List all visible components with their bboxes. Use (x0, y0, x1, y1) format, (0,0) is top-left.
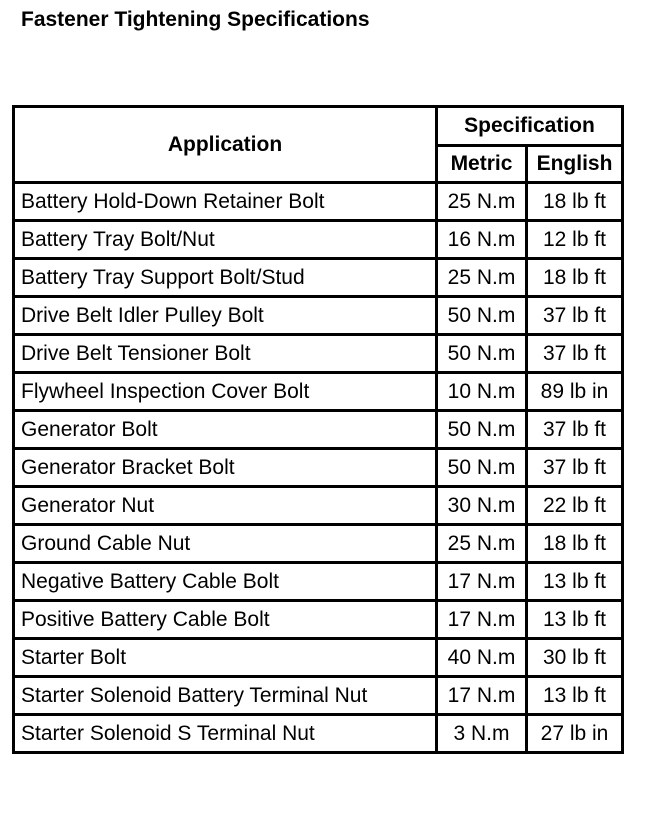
metric-value-cell: 17 N.m (437, 601, 527, 639)
english-value-cell: 27 lb in (527, 715, 623, 753)
english-value-cell: 37 lb ft (527, 449, 623, 487)
metric-value-cell: 10 N.m (437, 373, 527, 411)
table-row (14, 449, 623, 487)
application-cell: Generator Bolt (14, 411, 437, 449)
table-row (14, 715, 623, 753)
metric-value-cell: 3 N.m (437, 715, 527, 753)
application-cell: Battery Hold-Down Retainer Bolt (14, 183, 437, 221)
english-value-cell: 13 lb ft (527, 677, 623, 715)
table-row (14, 563, 623, 601)
metric-value-cell: 17 N.m (437, 563, 527, 601)
metric-value-cell: 50 N.m (437, 411, 527, 449)
english-value-cell: 18 lb ft (527, 183, 623, 221)
application-cell: Starter Solenoid Battery Terminal Nut (14, 677, 437, 715)
english-value-cell: 89 lb in (527, 373, 623, 411)
english-value-cell: 37 lb ft (527, 297, 623, 335)
application-cell: Ground Cable Nut (14, 525, 437, 563)
application-cell: Starter Solenoid S Terminal Nut (14, 715, 437, 753)
application-cell: Positive Battery Cable Bolt (14, 601, 437, 639)
table-row (14, 487, 623, 525)
table-row (14, 411, 623, 449)
application-cell: Generator Nut (14, 487, 437, 525)
application-cell: Drive Belt Idler Pulley Bolt (14, 297, 437, 335)
application-cell: Battery Tray Bolt/Nut (14, 221, 437, 259)
english-value-cell: 22 lb ft (527, 487, 623, 525)
specification-header: Specification (437, 107, 623, 146)
english-value-cell: 30 lb ft (527, 639, 623, 677)
metric-value-cell: 25 N.m (437, 259, 527, 297)
table-row (14, 373, 623, 411)
table-row (14, 525, 623, 563)
application-cell: Generator Bracket Bolt (14, 449, 437, 487)
english-header: English (527, 146, 623, 183)
english-value-cell: 37 lb ft (527, 335, 623, 373)
table-row (14, 183, 623, 221)
metric-value-cell: 50 N.m (437, 449, 527, 487)
english-value-cell: 13 lb ft (527, 601, 623, 639)
table-body (14, 183, 623, 753)
metric-value-cell: 30 N.m (437, 487, 527, 525)
metric-value-cell: 50 N.m (437, 297, 527, 335)
metric-value-cell: 50 N.m (437, 335, 527, 373)
english-value-cell: 13 lb ft (527, 563, 623, 601)
table-row (14, 259, 623, 297)
english-value-cell: 18 lb ft (527, 525, 623, 563)
table-row (14, 639, 623, 677)
english-value-cell: 18 lb ft (527, 259, 623, 297)
header-row-top (14, 107, 623, 146)
english-value-cell: 37 lb ft (527, 411, 623, 449)
table-row (14, 297, 623, 335)
table-header (14, 107, 623, 183)
table-row (14, 601, 623, 639)
application-cell: Negative Battery Cable Bolt (14, 563, 437, 601)
metric-value-cell: 16 N.m (437, 221, 527, 259)
application-cell: Battery Tray Support Bolt/Stud (14, 259, 437, 297)
fastener-spec-table (12, 105, 624, 754)
metric-value-cell: 17 N.m (437, 677, 527, 715)
metric-value-cell: 25 N.m (437, 525, 527, 563)
english-value-cell: 12 lb ft (527, 221, 623, 259)
table-row (14, 335, 623, 373)
metric-value-cell: 40 N.m (437, 639, 527, 677)
application-cell: Starter Bolt (14, 639, 437, 677)
application-cell: Flywheel Inspection Cover Bolt (14, 373, 437, 411)
document-title: Fastener Tightening Specifications (21, 8, 370, 31)
table-row (14, 677, 623, 715)
metric-value-cell: 25 N.m (437, 183, 527, 221)
table-row (14, 221, 623, 259)
application-cell: Drive Belt Tensioner Bolt (14, 335, 437, 373)
application-header: Application (14, 107, 437, 183)
metric-header: Metric (437, 146, 527, 183)
